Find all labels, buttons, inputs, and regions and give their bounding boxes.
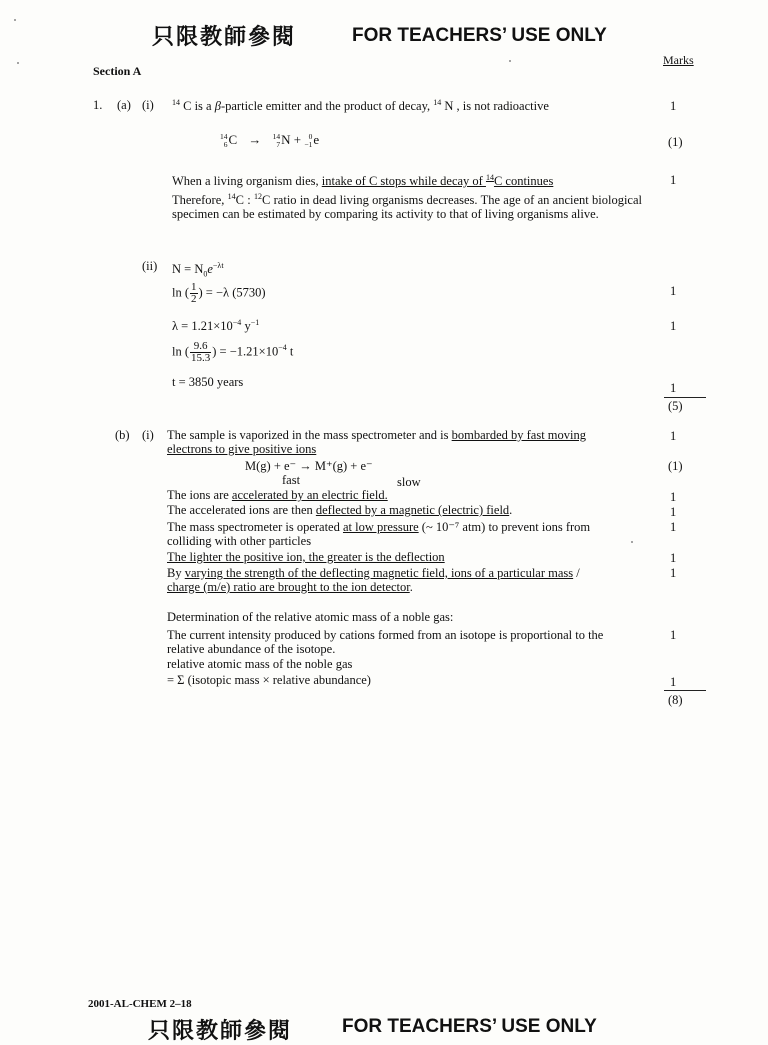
part-a-ii-label: (ii) [142, 259, 158, 273]
organism-dies-line: When a living organism dies, intake of C stops while decay of $^{14}$C continues [172, 173, 554, 189]
low-pressure-line: The mass spectrometer is operated at low pressure (~ 10⁻⁷ atm) to prevent ions from [167, 520, 591, 534]
mark-value: 1 [670, 551, 677, 565]
fast-label: fast [282, 473, 301, 487]
part-b-label: (b) [115, 428, 130, 442]
vaporized-line: The sample is vaporized in the mass spectrometer and is bombarded by fast moving [167, 428, 586, 442]
footer-english: FOR TEACHERS’ USE ONLY [342, 1016, 597, 1037]
mark-value: 1 [670, 381, 677, 395]
colliding-line: colliding with other particles [167, 534, 312, 548]
scan-speck [631, 541, 633, 543]
mark-value: 1 [670, 319, 677, 333]
mark-subtotal: (8) [668, 693, 683, 707]
age-result: t = 3850 years [172, 375, 244, 389]
footer-chinese: 只限教師參閱 [148, 1019, 293, 1044]
slow-label: slow [397, 475, 421, 489]
therefore-paragraph: Therefore, $^{14}$C : $^{12}$C ratio in dead living organisms decreases. The age of an ancient biological specimen can be estimated by comparing its activity to that of living organisms alive. [172, 192, 643, 222]
header-english: FOR TEACHERS’ USE ONLY [352, 25, 607, 46]
determination-heading: Determination of the relative atomic mass of a noble gas: [167, 610, 454, 624]
varying-field-line: By varying the strength of the deflecting magnetic field, ions of a particular mass / [167, 566, 580, 580]
part-b-i-label: (i) [142, 428, 154, 442]
mark-value: 1 [670, 505, 677, 519]
decay-law: $N = N_0e^{-\lambda t}$ [172, 261, 224, 279]
scan-speck [14, 19, 16, 21]
half-life-equation: ln ( $\frac{1}{2}$ ) = −λ (5730) [172, 281, 266, 305]
section-title: Section A [93, 64, 142, 78]
subtotal-rule [664, 397, 706, 398]
mark-value: 1 [670, 284, 677, 298]
part-a-label: (a) [117, 98, 131, 112]
ionization-equation: M(g) + e⁻ → M⁺(g) + e⁻ [245, 459, 373, 473]
scan-speck [17, 62, 19, 64]
mark-subtotal: (5) [668, 399, 683, 413]
accelerated-line: The ions are accelerated by an electric field. [167, 488, 388, 502]
marks-heading: Marks [663, 53, 694, 67]
mark-value: (1) [668, 459, 683, 473]
subtotal-rule [664, 690, 706, 691]
question-number: 1. [93, 98, 103, 112]
mark-value: 1 [670, 675, 677, 689]
footer-code: 2001-AL-CHEM 2–18 [88, 998, 192, 1010]
positive-ions-line: electrons to give positive ions [167, 442, 317, 456]
scan-speck [509, 60, 511, 62]
deflected-line: The accelerated ions are then deflected by a magnetic (electric) field. [167, 503, 513, 517]
mark-value: 1 [670, 520, 677, 534]
mark-value: 1 [670, 173, 677, 187]
activity-ratio-equation: ln ( $\frac{9.6}{15.3}$ ) = $-1.21\times 10^{-4}$ t [172, 340, 294, 364]
lambda-value: $\lambda = 1.21\times 10^{-4}$ $y^{-1}$ [172, 318, 260, 334]
current-intensity-line: The current intensity produced by cations formed from an isotope is proportional to the [167, 628, 604, 642]
mark-value: (1) [668, 135, 683, 149]
abundance-line: relative abundance of the isotope. [167, 642, 336, 656]
mark-value: 1 [670, 490, 677, 504]
part-a-i-label: (i) [142, 98, 154, 112]
mark-value: 1 [670, 628, 677, 642]
mark-value: 1 [670, 429, 677, 443]
detector-line: charge (m/e) ratio are brought to the ion detector. [167, 580, 413, 594]
relative-mass-line: relative atomic mass of the noble gas [167, 657, 353, 671]
lighter-ion-line: The lighter the positive ion, the greater is the deflection [167, 550, 445, 564]
mark-value: 1 [670, 99, 677, 113]
mark-value: 1 [670, 566, 677, 580]
header-chinese: 只限教師參閱 [152, 25, 297, 50]
decay-equation: 14 6C → 14 7N + 0 −1e [220, 132, 320, 150]
beta-emitter-line: $^{14}$ C is a β-particle emitter and the product of decay, $^{14}$ N , is not radioactive [172, 98, 549, 114]
sum-formula-line: = Σ (isotopic mass × relative abundance) [167, 673, 371, 687]
